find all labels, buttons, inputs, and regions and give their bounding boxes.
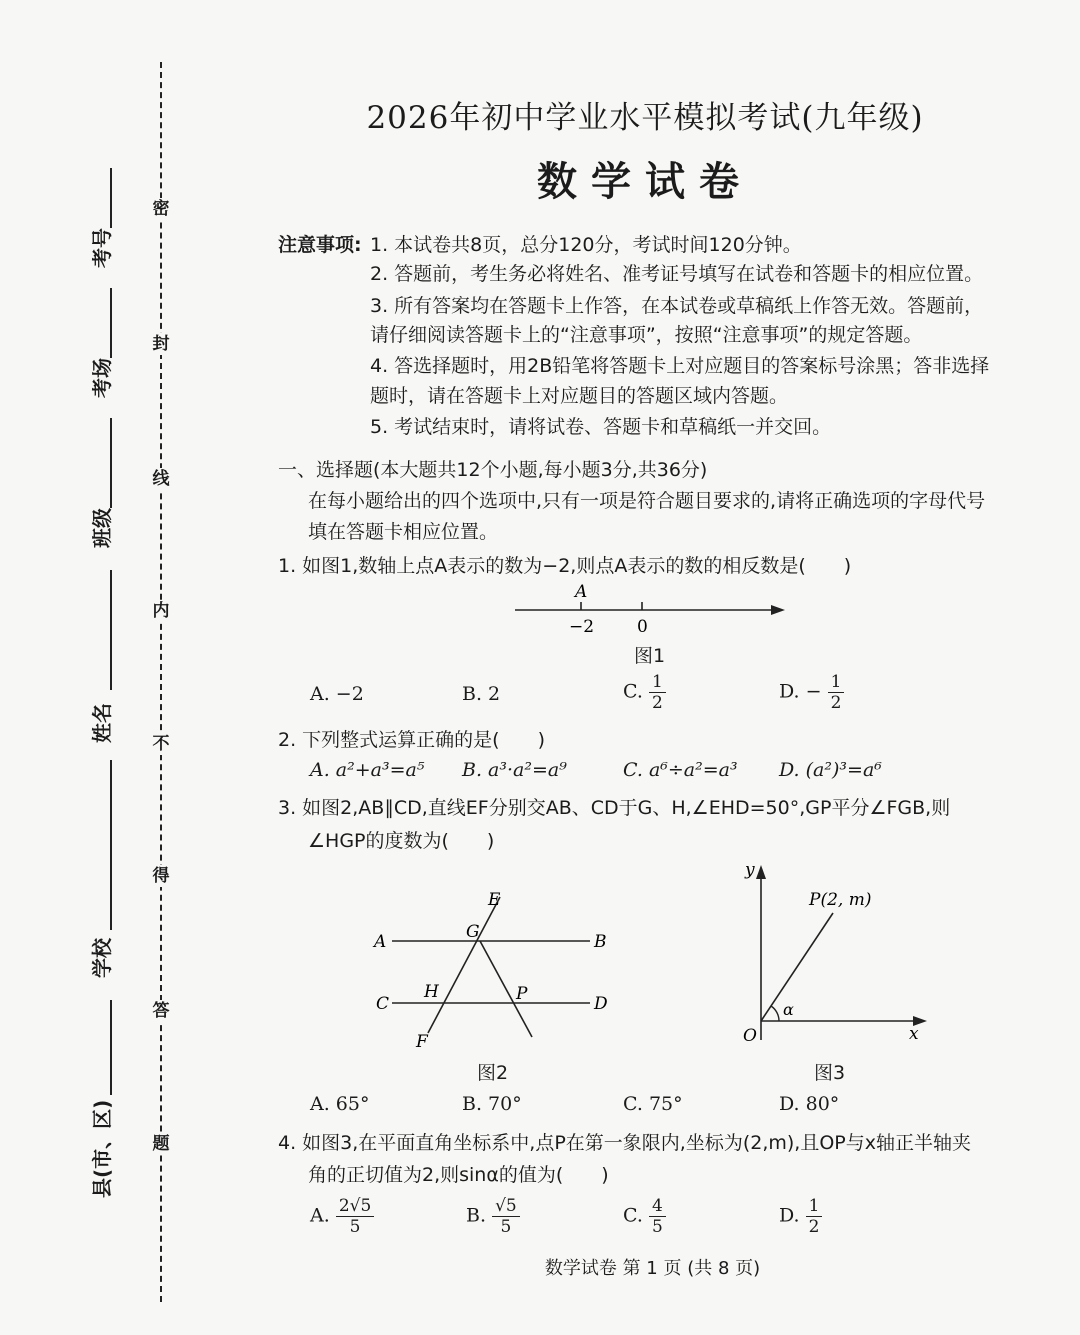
question-3-option-a[interactable]: A. 65° [310,1093,370,1115]
question-3-option-b[interactable]: B. 70° [462,1093,522,1115]
seal-char: 内 [150,600,172,622]
figure-2-caption: 图2 [477,1062,509,1084]
notice-label: 注意事项: [278,234,362,256]
notice-line: 2. 答题前，考生务必将姓名、准考证号填写在试卷和答题卡的相应位置。 [370,263,984,285]
question-2-option-a[interactable]: A. a²+a³=a⁵ [310,759,425,781]
field-exam-room-line[interactable] [110,288,112,358]
field-county-label: 县(市、区) [90,1099,114,1198]
fraction: $\frac{4}{5}$ [649,1196,666,1237]
option-prefix: D. [779,1204,800,1227]
fraction: $\frac{1}{2}$ [649,672,666,713]
field-name-label: 姓名 [90,703,114,743]
seal-char: 封 [150,333,172,355]
fraction: $\frac{1}{2}$ [806,1196,823,1237]
field-name-line[interactable] [110,570,112,690]
option-prefix: D. − [779,680,822,703]
question-1-option-d[interactable] [779,672,844,713]
point-label: G [466,922,480,942]
origin-label: O [743,1026,757,1046]
question-4-stem: 角的正切值为2,则sinα的值为( ) [308,1164,609,1186]
subject-title: 数学试卷 [537,159,753,205]
notice-line: 请仔细阅读答题卡上的“注意事项”，按照“注意事项”的规定答题。 [370,324,923,346]
seal-char: 密 [150,198,172,220]
question-3-option-d[interactable]: D. 80° [779,1093,840,1115]
notice-line: 3. 所有答案均在答题卡上作答，在本试卷或草稿纸上作答无效。答题前， [370,295,984,317]
option-prefix: C. [623,1204,643,1227]
question-4-option-a[interactable] [310,1196,374,1237]
seal-dashed-line [160,62,162,1302]
notice-line: 题时，请在答题卡上对应题目的答题区域内答题。 [370,385,789,407]
section-instructions: 在每小题给出的四个选项中,只有一项是符合题目要求的,请将正确选项的字母代号 [308,490,986,512]
option-prefix: B. [466,1204,487,1227]
figure-3-coordinate-plane [735,855,935,1050]
tick-label: 0 [637,617,648,637]
point-label: F [416,1032,428,1052]
question-3-option-c[interactable]: C. 75° [623,1093,683,1115]
field-exam-room-label: 考场 [90,358,114,398]
question-4-option-c[interactable] [623,1196,666,1237]
question-1-option-c[interactable] [623,672,666,713]
fraction: $\frac{2√5}{5}$ [336,1196,374,1237]
angle-label: α [783,1000,794,1019]
seal-char: 答 [150,1000,172,1022]
question-4-option-d[interactable] [779,1196,822,1237]
option-prefix: C. [623,680,643,703]
question-2-option-b[interactable]: B. a³·a²=a⁹ [462,759,567,781]
figure-1-caption: 图1 [634,645,666,667]
section-heading: 一、选择题(本大题共12个小题,每小题3分,共36分) [278,459,708,481]
question-1-option-b[interactable]: B. 2 [462,683,501,705]
seal-char: 线 [150,468,172,490]
field-school-line[interactable] [110,760,112,930]
page-footer: 数学试卷 第 1 页 (共 8 页) [544,1258,761,1279]
question-2-option-d[interactable]: D. (a²)³=a⁶ [779,759,882,781]
notice-line: 1. 本试卷共8页，总分120分，考试时间120分钟。 [370,234,802,256]
point-label: E [488,890,501,910]
field-class-label: 班级 [90,508,114,548]
notice-line: 4. 答选择题时，用2B铅笔将答题卡上对应题目的答案标号涂黑；答非选择 [370,355,990,377]
question-4-option-b[interactable] [466,1196,520,1237]
field-exam-number-label: 考号 [90,228,114,268]
point-label: C [376,994,390,1014]
question-3-stem: ∠HGP的度数为( ) [308,830,495,852]
fraction: $\frac{1}{2}$ [828,672,845,713]
exam-title: 2026年初中学业水平模拟考试(九年级) [366,100,924,136]
question-1-stem: 1. 如图1,数轴上点A表示的数为−2,则点A表示的数的相反数是( ) [278,555,852,577]
point-p-label: P(2, m) [809,890,872,910]
option-prefix: A. [310,1204,330,1227]
fraction: $\frac{√5}{5}$ [492,1196,520,1237]
question-4-stem: 4. 如图3,在平面直角坐标系中,点P在第一象限内,坐标为(2,m),且OP与x轴正半轴夹 [278,1132,971,1154]
seal-char: 不 [150,733,172,755]
notice-line: 5. 考试结束时，请将试卷、答题卡和草稿纸一并交回。 [370,416,832,438]
axis-label: y [745,860,755,880]
figure-1-number-line [505,580,805,640]
field-class-line[interactable] [110,418,112,508]
point-a-label: A [575,582,588,602]
figure-3-caption: 图3 [814,1062,846,1084]
field-county-line[interactable] [110,1000,112,1095]
point-label: P [516,984,528,1004]
seal-char: 得 [150,865,172,887]
point-label: B [594,932,607,952]
section-instructions: 填在答题卡相应位置。 [308,521,499,543]
axis-label: x [909,1024,919,1044]
figure-2-parallel-lines [370,885,640,1055]
question-2-stem: 2. 下列整式运算正确的是( ) [278,729,545,751]
point-label: H [424,982,439,1002]
seal-char: 题 [150,1133,172,1155]
question-2-option-c[interactable]: C. a⁶÷a²=a³ [623,759,738,781]
point-label: A [374,932,387,952]
point-label: D [594,994,608,1014]
tick-label: −2 [569,617,595,637]
field-school-label: 学校 [90,938,114,978]
question-1-option-a[interactable]: A. −2 [310,683,364,705]
question-3-stem: 3. 如图2,AB∥CD,直线EF分别交AB、CD于G、H,∠EHD=50°,GP平分∠FGB,则 [278,797,951,819]
